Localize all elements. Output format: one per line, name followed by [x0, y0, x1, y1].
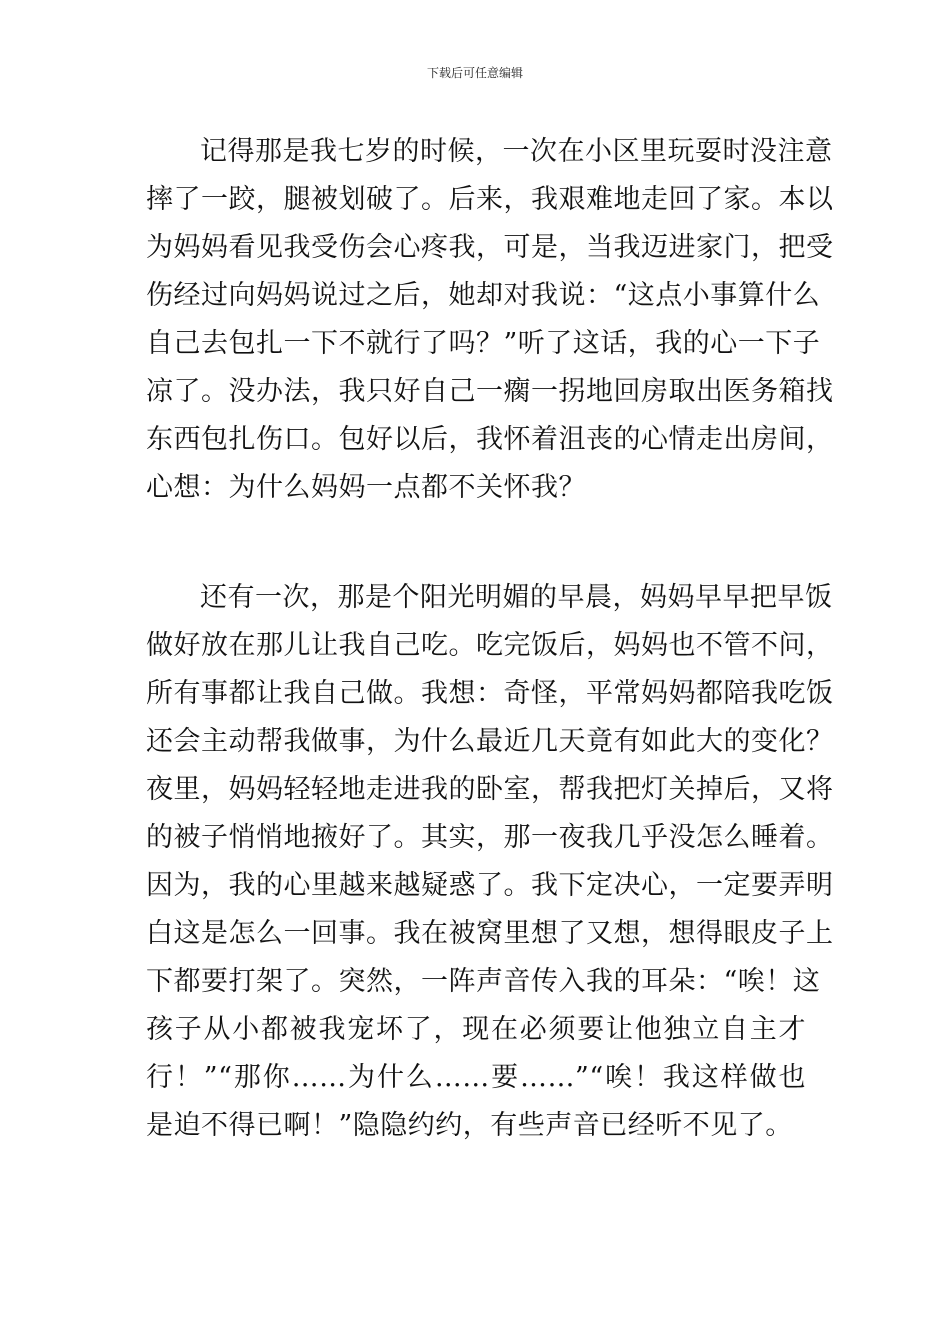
text-line: 白这是怎么一回事。我在被窝里想了又想，想得眼皮子上	[146, 918, 834, 949]
text-line: 行！”“那你……为什么……要……”“唉！我这样做也	[146, 1062, 806, 1093]
text-line: 所有事都让我自己做。我想：奇怪，平常妈妈都陪我吃饭	[146, 678, 834, 709]
text-line: 凉了。没办法，我只好自己一瘸一拐地回房取出医务箱找	[146, 376, 834, 407]
text-line: 摔了一跤，腿被划破了。后来，我艰难地走回了家。本以	[146, 184, 834, 215]
text-line: 为妈妈看见我受伤会心疼我，可是，当我迈进家门，把受	[146, 232, 834, 263]
page-header: 下载后可任意编辑	[426, 66, 523, 80]
text-line: 伤经过向妈妈说过之后，她却对我说：“这点小事算什么	[146, 280, 821, 311]
paragraph-1	[146, 128, 834, 512]
text-line: 下都要打架了。突然，一阵声音传入我的耳朵：“唉！这	[146, 966, 821, 997]
text-line: 心想：为什么妈妈一点都不关怀我？	[146, 472, 586, 503]
text-line: 孩子从小都被我宠坏了，现在必须要让他独立自主才	[146, 1014, 806, 1045]
text-line: 记得那是我七岁的时候，一次在小区里玩耍时没注意	[200, 136, 833, 167]
text-line: 还会主动帮我做事，为什么最近几天竟有如此大的变化？	[146, 726, 834, 757]
text-line: 自己去包扎一下不就行了吗？”听了这话，我的心一下子	[146, 328, 821, 359]
paragraph-2	[146, 574, 834, 1150]
text-line: 做好放在那儿让我自己吃。吃完饭后，妈妈也不管不问，	[146, 630, 834, 661]
text-line: 是迫不得已啊！”隐隐约约，有些声音已经听不见了。	[146, 1110, 793, 1141]
text-line: 东西包扎伤口。包好以后，我怀着沮丧的心情走出房间，	[146, 424, 834, 455]
text-line: 因为，我的心里越来越疑惑了。我下定决心，一定要弄明	[146, 870, 834, 901]
text-line: 的被子悄悄地掖好了。其实，那一夜我几乎没怎么睡着。	[146, 822, 834, 853]
text-line: 夜里，妈妈轻轻地走进我的卧室，帮我把灯关掉后，又将	[146, 774, 834, 805]
text-line: 还有一次，那是个阳光明媚的早晨，妈妈早早把早饭	[200, 582, 833, 613]
